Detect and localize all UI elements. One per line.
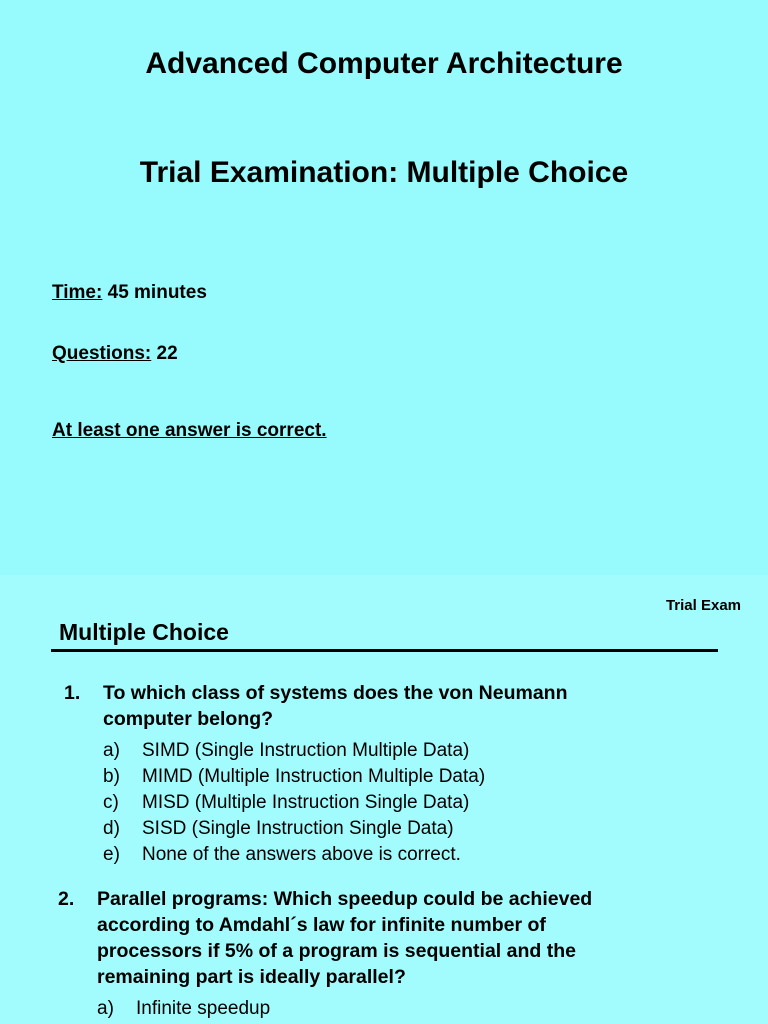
option-letter: a) (97, 998, 114, 1019)
question-line: computer belong? (103, 708, 274, 730)
time-label: Time: (52, 282, 103, 303)
option-c[interactable] (103, 790, 703, 816)
section-title: Multiple Choice (59, 619, 229, 645)
question-1 (64, 680, 724, 732)
question-number: 1. (64, 682, 81, 704)
title-divider (51, 649, 718, 652)
option-e[interactable] (103, 842, 703, 868)
option-text: MISD (Multiple Instruction Single Data) (142, 792, 470, 813)
course-title: Advanced Computer Architecture (145, 47, 623, 80)
option-a[interactable] (97, 996, 697, 1022)
option-letter: a) (103, 740, 120, 761)
option-text: SIMD (Single Instruction Multiple Data) (142, 740, 470, 761)
option-letter: c) (103, 792, 119, 813)
option-text: Infinite speedup (136, 998, 271, 1019)
question-2-options (97, 996, 697, 1022)
time-value: 45 minutes (102, 282, 207, 303)
header-tag: Trial Exam (665, 597, 741, 614)
option-text: MIMD (Multiple Instruction Multiple Data) (142, 766, 486, 787)
exam-title: Trial Examination: Multiple Choice (139, 156, 629, 189)
time-info (52, 282, 207, 304)
questions-label: Questions: (52, 343, 152, 364)
question-line: according to Amdahl´s law for infinite number of (97, 914, 546, 936)
option-letter: e) (103, 844, 120, 865)
option-text: None of the answers above is correct. (142, 844, 461, 865)
question-text (103, 680, 568, 732)
option-letter: b) (103, 766, 120, 787)
questions-info (52, 343, 178, 365)
question-line: To which class of systems does the von Neumann (103, 682, 568, 704)
question-slide (0, 575, 768, 1024)
option-d[interactable] (103, 816, 703, 842)
instructions-note: At least one answer is correct. (52, 420, 327, 441)
option-a[interactable] (103, 738, 703, 764)
option-b[interactable] (103, 764, 703, 790)
question-line: remaining part is ideally parallel? (97, 966, 406, 988)
question-1-options (103, 738, 703, 868)
question-text (97, 886, 592, 990)
question-2 (58, 886, 738, 990)
question-number: 2. (58, 888, 75, 910)
questions-value: 22 (151, 343, 178, 364)
question-line: processors if 5% of a program is sequential and the (97, 940, 576, 962)
option-text: SISD (Single Instruction Single Data) (142, 818, 454, 839)
option-letter: d) (103, 818, 120, 839)
question-line: Parallel programs: Which speedup could be achieved (97, 888, 593, 910)
